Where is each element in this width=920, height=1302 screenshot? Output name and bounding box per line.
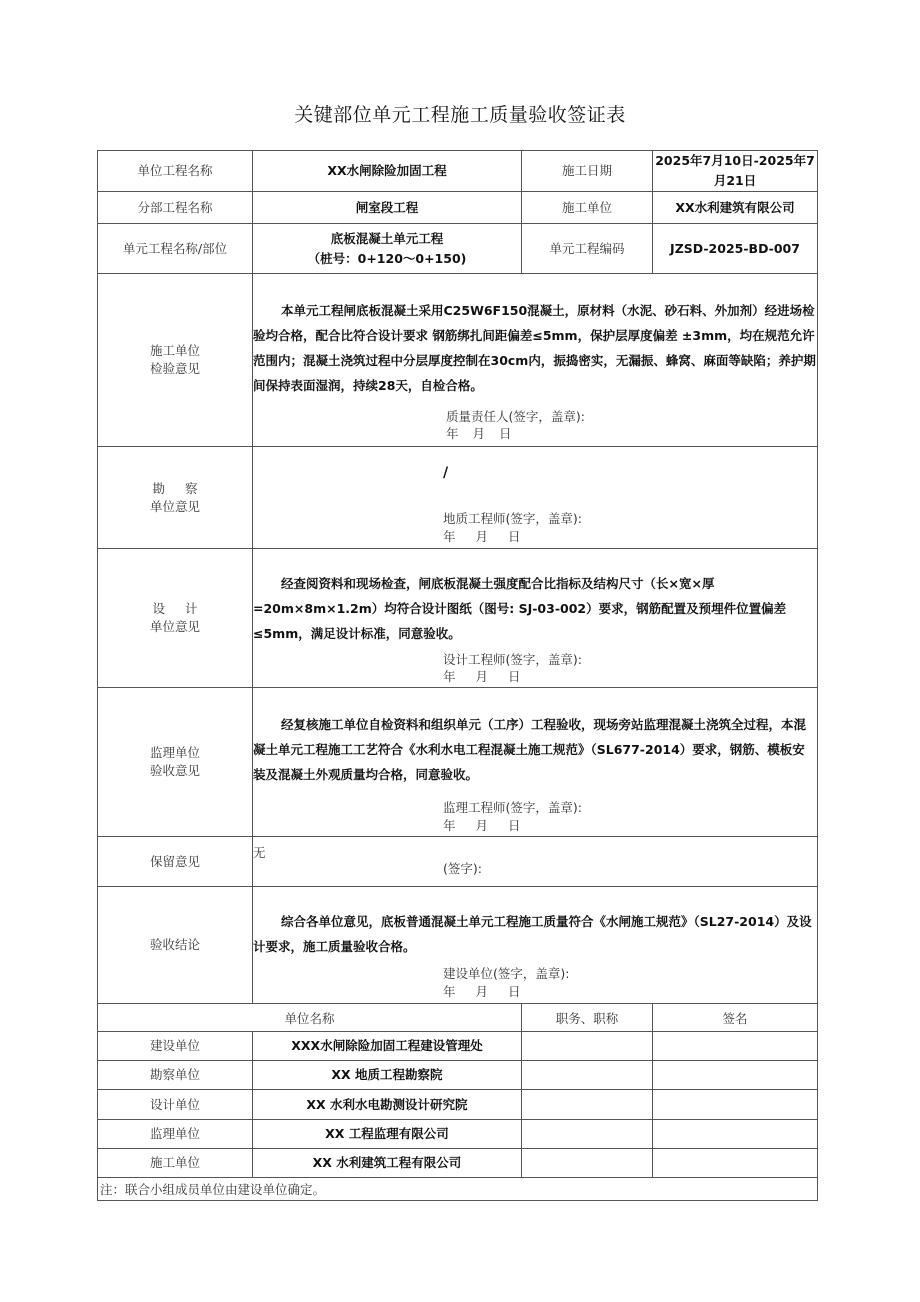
footnote: 注：联合小组成员单位由建设单位确定。: [98, 1178, 818, 1201]
sub-project-label: 分部工程名称: [98, 192, 253, 224]
members-header-signature: 签名: [653, 1004, 818, 1032]
design-opinion-text: 经查阅资料和现场检查，闸底板混凝土强度配合比指标及结构尺寸（长×宽×厚=20m×8m×1.2m）均符合设计图纸（图号: SJ-03-002）要求，钢筋配置及预埋件位置偏差≤5mm，满足设计标准，同意验收。: [253, 576, 787, 641]
reserved-sign-label: (签字):: [443, 861, 482, 876]
member-role: 勘察单位: [98, 1061, 253, 1090]
unit-project-label: 单位工程名称: [98, 151, 253, 192]
member-role: 建设单位: [98, 1032, 253, 1061]
survey-opinion-label: 勘 察 单位意见: [98, 447, 253, 549]
construction-sign-date: 年 月 日: [446, 426, 512, 441]
survey-sign-date: 年 月 日: [443, 529, 521, 544]
supervision-opinion-cell: [253, 688, 818, 837]
info-row-sub-project: [98, 192, 818, 224]
construction-sign-label: 质量责任人(签字，盖章):: [446, 409, 585, 424]
note-row: [98, 1178, 818, 1201]
supervision-sign-label: 监理工程师(签字，盖章):: [443, 800, 582, 815]
section-conclusion: [98, 887, 818, 1004]
element-code-label: 单元工程编码: [522, 224, 653, 274]
sub-project-value: 闸室段工程: [253, 192, 522, 224]
section-reserved: [98, 837, 818, 887]
member-unit-name: XX 水利建筑工程有限公司: [253, 1149, 522, 1178]
section-design: [98, 549, 818, 688]
member-role: 监理单位: [98, 1120, 253, 1149]
construction-opinion-text: 本单元工程闸底板混凝土采用C25W6F150混凝土，原材料（水泥、砂石料、外加剂）经进场检验均合格，配合比符合设计要求 钢筋绑扎间距偏差≤5mm，保护层厚度偏差 ±3mm，均在规范允许范围内；混凝土浇筑过程中分层厚度控制在30cm内，振捣密实，无漏振、蜂窝、麻面等缺陷；养护期间保持表面湿润，持续28天，自检合格。: [253, 303, 816, 393]
element-value-line2: （桩号：0+120～0+150): [307, 250, 467, 266]
member-unit-name: XXX水闸除险加固工程建设管理处: [253, 1032, 522, 1061]
section-construction: [98, 274, 818, 447]
member-position-cell: [522, 1032, 653, 1061]
design-sign-label: 设计工程师(签字，盖章):: [443, 652, 582, 667]
conclusion-text: 综合各单位意见，底板普通混凝土单元工程施工质量符合《水闸施工规范》（SL27-2014）及设计要求，施工质量验收合格。: [253, 914, 812, 954]
contractor-label: 施工单位: [522, 192, 653, 224]
member-signature-cell: [653, 1032, 818, 1061]
member-role: 施工单位: [98, 1149, 253, 1178]
element-label: 单元工程名称/部位: [98, 224, 253, 274]
member-row: [98, 1032, 818, 1061]
construction-date-value: 2025年7月10日-2025年7月21日: [653, 151, 818, 192]
member-position-cell: [522, 1061, 653, 1090]
reserved-opinion-cell: [253, 837, 818, 887]
contractor-value: XX水利建筑有限公司: [653, 192, 818, 224]
construction-opinion-cell: [253, 274, 818, 447]
conclusion-sign-label: 建设单位(签字，盖章):: [443, 966, 570, 981]
design-opinion-cell: [253, 549, 818, 688]
design-sign-date: 年 月 日: [443, 669, 521, 684]
member-row: [98, 1061, 818, 1090]
survey-sign-label: 地质工程师(签字，盖章):: [443, 511, 582, 526]
construction-opinion-label: 施工单位 检验意见: [98, 274, 253, 447]
member-row: [98, 1120, 818, 1149]
member-position-cell: [522, 1090, 653, 1120]
element-code-value: JZSD-2025-BD-007: [653, 224, 818, 274]
members-header-position: 职务、职称: [522, 1004, 653, 1032]
member-signature-cell: [653, 1090, 818, 1120]
member-row: [98, 1090, 818, 1120]
member-role: 设计单位: [98, 1090, 253, 1120]
unit-project-value: XX水闸除险加固工程: [253, 151, 522, 192]
section-supervision: [98, 688, 818, 837]
section-survey: [98, 447, 818, 549]
member-unit-name: XX 工程监理有限公司: [253, 1120, 522, 1149]
member-signature-cell: [653, 1149, 818, 1178]
reserved-opinion-text: 无: [253, 845, 266, 860]
members-header-unit-name: 单位名称: [98, 1004, 522, 1032]
info-row-unit-project: [98, 151, 818, 192]
supervision-opinion-label: 监理单位 验收意见: [98, 688, 253, 837]
reserved-opinion-label: 保留意见: [98, 837, 253, 887]
members-header-row: [98, 1004, 818, 1032]
survey-opinion-text: /: [443, 465, 449, 481]
member-unit-name: XX 水利水电勘测设计研究院: [253, 1090, 522, 1120]
member-signature-cell: [653, 1061, 818, 1090]
conclusion-label: 验收结论: [98, 887, 253, 1004]
page-title: 关键部位单元工程施工质量验收签证表: [294, 104, 626, 126]
element-value-line1: 底板混凝土单元工程: [330, 230, 444, 246]
supervision-sign-date: 年 月 日: [443, 818, 521, 833]
design-opinion-label: 设 计 单位意见: [98, 549, 253, 688]
member-unit-name: XX 地质工程勘察院: [253, 1061, 522, 1090]
member-row: [98, 1149, 818, 1178]
element-value: [253, 224, 522, 274]
info-row-element: [98, 224, 818, 274]
acceptance-form-table: [97, 150, 818, 1201]
supervision-opinion-text: 经复核施工单位自检资料和组织单元（工序）工程验收，现场旁站监理混凝土浇筑全过程，本混凝土单元工程施工工艺符合《水利水电工程混凝土施工规范》（SL677-2014）要求，钢筋、模板安装及混凝土外观质量均合格，同意验收。: [253, 717, 807, 782]
member-position-cell: [522, 1149, 653, 1178]
conclusion-cell: [253, 887, 818, 1004]
survey-opinion-cell: [253, 447, 818, 549]
construction-date-label: 施工日期: [522, 151, 653, 192]
member-position-cell: [522, 1120, 653, 1149]
member-signature-cell: [653, 1120, 818, 1149]
conclusion-sign-date: 年 月 日: [443, 984, 521, 999]
